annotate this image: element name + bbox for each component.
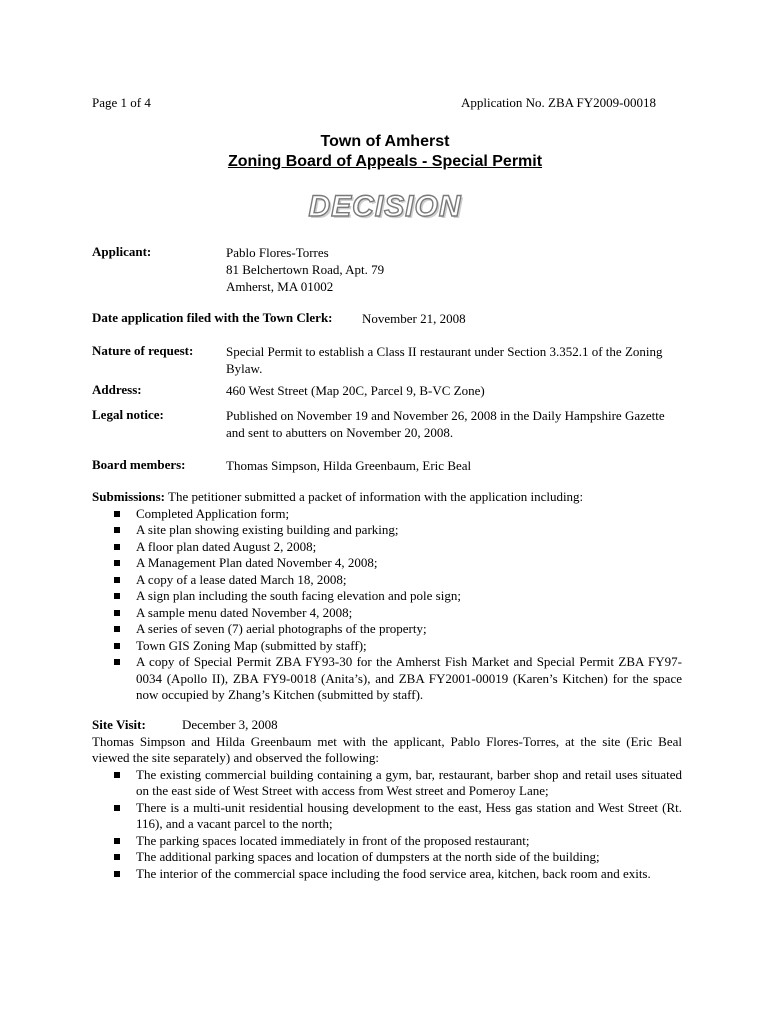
- list-item: The additional parking spaces and location of dumpsters at the north side of the building;: [92, 849, 682, 866]
- bullet-icon: [114, 838, 120, 844]
- site-visit-heading: [92, 717, 682, 734]
- legal-notice-value: Published on November 19 and November 26, 2008 in the Daily Hampshire Gazette and sent to abutters on November 20, 2008.: [226, 408, 665, 440]
- list-item: A copy of a lease dated March 18, 2008;: [92, 572, 682, 589]
- site-visit-label: Site Visit:: [92, 717, 146, 732]
- list-item: The interior of the commercial space including the food service area, kitchen, back room and exits.: [92, 866, 682, 883]
- address-value: 460 West Street (Map 20C, Parcel 9, B-VC Zone): [226, 383, 485, 398]
- application-number: Application No. ZBA FY2009-00018: [461, 95, 656, 110]
- list-item: A series of seven (7) aerial photographs of the property;: [92, 621, 682, 638]
- list-item: The existing commercial building containing a gym, bar, restaurant, barber shop and retail uses situated on the east side of West Street with access from West street and Pomeroy Lane;: [92, 767, 682, 800]
- date-filed-label: Date application filed with the Town Clerk:: [92, 310, 333, 325]
- submissions-list: [92, 506, 682, 704]
- list-item: A sign plan including the south facing elevation and pole sign;: [92, 588, 682, 605]
- list-item: There is a multi-unit residential housing development to the east, Hess gas station and West Street (Rt. 116), and a vacant parcel to the north;: [92, 800, 682, 833]
- site-visit-section: [92, 717, 682, 882]
- applicant-value: [226, 244, 682, 295]
- submissions-intro-text: The petitioner submitted a packet of information with the application including:: [164, 489, 584, 504]
- list-item: A floor plan dated August 2, 2008;: [92, 539, 682, 556]
- town-title: Town of Amherst: [320, 133, 450, 150]
- applicant-street: 81 Belchertown Road, Apt. 79: [226, 262, 385, 277]
- bullet-icon: [114, 772, 120, 778]
- list-item: A sample menu dated November 4, 2008;: [92, 605, 682, 622]
- board-title: Zoning Board of Appeals - Special Permit: [227, 153, 543, 170]
- site-visit-intro: Thomas Simpson and Hilda Greenbaum met with the applicant, Pablo Flores-Torres, at the site (Eric Beal viewed the site separately) and observed the following:: [92, 733, 682, 765]
- bullet-icon: [114, 659, 120, 665]
- legal-notice-label: Legal notice:: [92, 407, 164, 422]
- date-filed-value: November 21, 2008: [362, 311, 466, 326]
- list-item: Town GIS Zoning Map (submitted by staff);: [92, 638, 682, 655]
- bullet-icon: [114, 511, 120, 517]
- submissions-intro: [92, 489, 682, 506]
- applicant-label: Applicant:: [92, 244, 152, 259]
- bullet-icon: [114, 805, 120, 811]
- bullet-icon: [114, 527, 120, 533]
- bullet-icon: [114, 643, 120, 649]
- bullet-icon: [114, 854, 120, 860]
- submissions-label: Submissions:: [92, 489, 165, 504]
- list-item: The parking spaces located immediately in front of the proposed restaurant;: [92, 833, 682, 850]
- title-block: [0, 132, 770, 172]
- board-members-value: Thomas Simpson, Hilda Greenbaum, Eric Beal: [226, 458, 472, 473]
- site-visit-date: December 3, 2008: [182, 717, 278, 732]
- address-label: Address:: [92, 382, 142, 397]
- applicant-city: Amherst, MA 01002: [226, 279, 334, 294]
- bullet-icon: [114, 626, 120, 632]
- page-number: Page 1 of 4: [92, 95, 151, 110]
- decision-heading: DECISION: [308, 190, 462, 223]
- bullet-icon: [114, 544, 120, 550]
- bullet-icon: [114, 577, 120, 583]
- nature-label: Nature of request:: [92, 343, 194, 358]
- applicant-name: Pablo Flores-Torres: [226, 245, 329, 260]
- site-visit-list: [92, 767, 682, 883]
- list-item: A copy of Special Permit ZBA FY93-30 for the Amherst Fish Market and Special Permit ZBA FY97-0034 (Apollo II), ZBA FY9-0018 (Anita’s), and ZBA FY2001-00019 (Karen’s Kitchen) for the space now occupied by Zhang’s Kitchen (submitted by staff).: [92, 654, 682, 704]
- list-item: A Management Plan dated November 4, 2008;: [92, 555, 682, 572]
- bullet-icon: [114, 560, 120, 566]
- submissions-section: [92, 489, 682, 704]
- list-item: A site plan showing existing building and parking;: [92, 522, 682, 539]
- nature-value: Special Permit to establish a Class II restaurant under Section 3.352.1 of the Zoning Bylaw.: [226, 344, 663, 376]
- bullet-icon: [114, 593, 120, 599]
- board-members-label: Board members:: [92, 457, 186, 472]
- bullet-icon: [114, 610, 120, 616]
- bullet-icon: [114, 871, 120, 877]
- list-item: Completed Application form;: [92, 506, 682, 523]
